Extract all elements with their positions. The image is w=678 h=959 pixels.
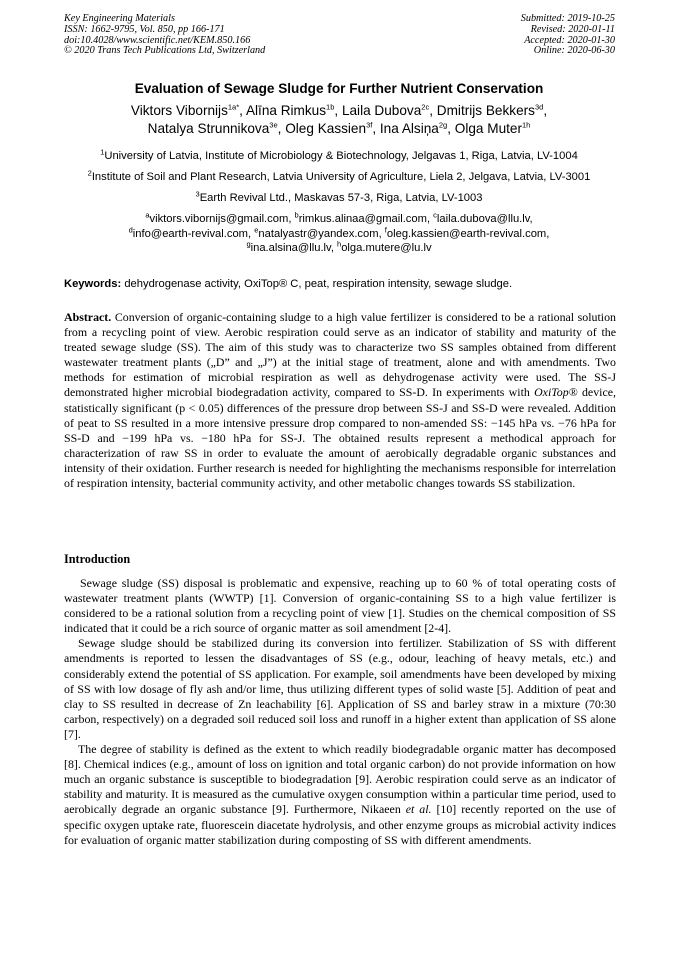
affiliation-3: $^3$Earth Revival Ltd., Maskavas 57-3, Riga, Latvia, LV-1003 <box>195 189 483 204</box>
author-emails: $^a$viktors.vibornijs@gmail.com, $^b$rimkus.alinaa@gmail.com, $^c$laila.dubova@llu.lv, $^d$info@earth-revival.com, $^e$natalyastr@yandex.com, $^f$oleg.kassien@earth-revival.com, $^g$ina.alsina@llu.lv, $^h$olga.mutere@lu.lv <box>128 210 550 255</box>
keywords-label: Keywords: <box>64 278 122 290</box>
author: Oleg Kassien$^{3f}$ <box>285 120 373 136</box>
author: Viktors Vibornijs$^{1a*}$ <box>130 102 240 118</box>
publication-dates <box>521 14 615 57</box>
keywords-text: dehydrogenase activity, OxiTop® C, peat, respiration intensity, sewage sludge. <box>124 278 513 290</box>
author: Natalya Strunnikova$^{3e}$ <box>147 120 278 136</box>
affiliation-1: $^1$University of Latvia, Institute of Microbiology & Biotechnology, Jelgavas 1, Riga, Latvia, LV-1004 <box>100 147 578 162</box>
section-heading-introduction: Introduction <box>64 552 131 566</box>
journal-doi: doi:10.4028/www.scientific.net/KEM.850.166 <box>64 34 251 46</box>
date-submitted: Submitted: 2019-10-25 <box>520 13 615 24</box>
author: Laila Dubova$^{2c}$ <box>341 102 430 118</box>
email-link[interactable]: $^h$olga.mutere@lu.lv <box>337 239 432 255</box>
email-link[interactable]: $^d$info@earth-revival.com <box>128 224 248 240</box>
date-revised: Revised: 2020-01-11 <box>530 23 615 35</box>
affiliation-2: $^2$Institute of Soil and Plant Research, Latvia University of Agriculture, Liela 2, Jelgava, Latvia, LV-3001 <box>87 168 591 183</box>
email-link[interactable]: $^e$natalyastr@yandex.com <box>254 224 379 240</box>
author-list: Viktors Vibornijs$^{1a*}$, Alīna Rimkus$^{1b}$, Laila Dubova$^{2c}$, Dmitrijs Bekkers$^{3d}$, Natalya Strunnikova$^{3e}$, Oleg Kassien$^{3f}$, Ina Alsiņa$^{2g}$, Olga Muter$^{1h}$ <box>130 102 548 136</box>
email-link[interactable]: $^b$rimkus.alinaa@gmail.com <box>294 210 427 225</box>
paper-title: Evaluation of Sewage Sludge for Further Nutrient Conservation <box>134 81 544 96</box>
date-accepted: Accepted: 2020-01-30 <box>524 34 615 46</box>
keywords <box>64 278 616 290</box>
journal-name: Key Engineering Materials <box>64 13 175 24</box>
author: Ina Alsiņa$^{2g}$ <box>379 120 448 136</box>
paragraph: Sewage sludge should be stabilized during its conversion into fertilizer. Stabilization of SS with different amendments is reported to lessen the disadvantages of SS (e.g., odour, leaching of heavy metals, etc.) and considerably extend the potential of SS application. For example, soil amendments have been developed by mixing of SS with low dosage of fly ash and/or lime, thus utilizing different types of solid waste [5]. Addition of peat and clay to SS resulted in decrease of Zn leachability [6]. Application of SS and barley straw in a mixture (70:30 carbon, respectively) on a degraded soil reduced soil loss and runoff in a higher extent than application of SS alone [7]. <box>64 636 616 741</box>
paragraph: Sewage sludge (SS) disposal is problematic and expensive, reaching up to 60 % of total operating costs of wastewater treatment plants (WWTP) [1]. Conversion of organic-containing SS to a high value fertilizer is considered to be a rational solution from a recycling point of view [1]. Studies on the chemical composition of SS indicated that it could be a rich source of organic matter as soil amendment [2-4]. <box>64 576 616 636</box>
date-online: Online: 2020-06-30 <box>533 45 615 57</box>
introduction-body <box>64 576 616 848</box>
abstract: Abstract. Conversion of organic-containing sludge to a high value fertilizer is considered to be a rational solution from a recycling point of view. Aerobic respiration could serve as an indicator of stability and maturity of the treated sewage sludge (SS). The aim of this study was to characterize two SS samples obtained from different wastewater treatment plants („D” and „J”) at the initial stage of treatment, alone and with amendments. Two methods for estimation of microbial respiration as well as dehydrogenase activity were used. The SS-J demonstrated higher microbial biodegradation activity, compared to SS-D. In experiments with OxiTop® device, statistically significant (p < 0.05) differences of the pressure drop between SS-J and SS-D were revealed. Addition of peat to SS resulted in a more intensive pressure drop compared to non-amended SS: −145 hPa vs. −76 hPa for SS-D and −199 hPa vs. −180 hPa for SS-J. The obtained results represent a methodical approach for characterization of raw SS in order to evaluate the amount of aerobically degradable organic substances and intensity of their oxidation. Further research is needed for highlighting the mechanisms responsible for interrelation of respiration intensity, bacterial community activity, and other metabolic changes towards SS stabilization. <box>64 310 616 491</box>
paragraph: The degree of stability is defined as the extent to which readily biodegradable organic matter has decomposed [8]. Chemical indices (e.g., amount of loss on ignition and total organic carbon) do not provide information on how much an organic substance is susceptible to biodegradation [9]. Aerobic respiration could serve as an indicator of stability and maturity. It is measured as the cumulative oxygen consumption within a particular time period, used to aerobically degrade an organic substance [9]. Furthermore, Nikaeen et al. [10] recently reported on the use of specific oxygen uptake rate, fluorescein diacetate hydrolysis, and other enzyme groups as microbial activity indices for evaluation of organic matter stabilization during composting of SS with different amendments. <box>64 742 616 847</box>
abstract-label: Abstract. <box>64 310 112 324</box>
email-link[interactable]: $^f$oleg.kassien@earth-revival.com <box>384 224 547 240</box>
journal-issn: ISSN: 1662-9795, Vol. 850, pp 166-171 <box>64 23 225 35</box>
author: Dmitrijs Bekkers$^{3d}$ <box>436 102 544 118</box>
author: Alīna Rimkus$^{1b}$ <box>245 102 335 118</box>
journal-info <box>64 14 265 57</box>
email-link[interactable]: $^a$viktors.vibornijs@gmail.com <box>145 210 289 225</box>
author: Olga Muter$^{1h}$ <box>454 120 531 136</box>
journal-copyright: © 2020 Trans Tech Publications Ltd, Switzerland <box>64 45 266 57</box>
email-link[interactable]: $^g$ina.alsina@llu.lv <box>246 239 331 255</box>
email-link[interactable]: $^c$laila.dubova@llu.lv <box>433 210 530 225</box>
